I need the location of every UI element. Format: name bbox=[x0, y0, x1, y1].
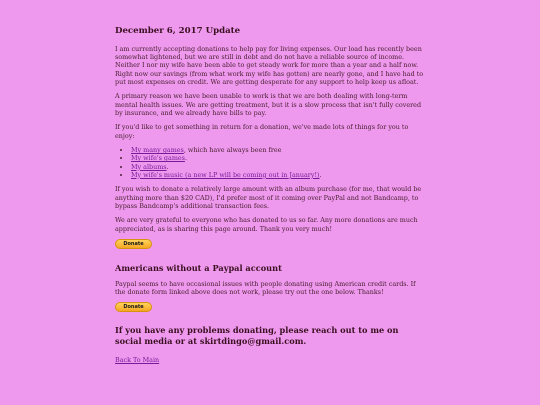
list-item-text: . bbox=[319, 170, 322, 179]
back-to-main-link[interactable]: Back To Main bbox=[115, 356, 160, 365]
paypal-donate-button[interactable]: Donate bbox=[115, 239, 152, 249]
list-item bbox=[131, 171, 425, 179]
paypal-preference-paragraph: If you wish to donate a relatively large amount with an album purchase (for me, that would be anything more than $20 CAD), I'd prefer most of it coming over PayPal and not Bandcamp, to bypass Bandcamp's additional transaction fees. bbox=[115, 185, 422, 210]
donate-button-wrapper bbox=[115, 239, 425, 249]
problems-heading: If you have any problems donating, please reach out to me on social media or at skirtdingo@gmail.com. bbox=[115, 325, 399, 346]
update-title: December 6, 2017 Update bbox=[115, 26, 241, 36]
americans-paragraph: Paypal seems to have occasional issues with people donating using American credit cards. If the donate form linked above does not work, please try out the one below. Thanks! bbox=[115, 279, 416, 296]
thanks-paragraph: We are very grateful to everyone who has donated to us so far. Any more donations are much appreciated, as is sharing this page around. Thank you very much! bbox=[115, 216, 418, 233]
list-item-text: , which have always been free bbox=[183, 146, 282, 155]
rewards-list bbox=[115, 146, 425, 179]
wife-music-link[interactable]: My wife's music (a new LP will be coming out in January!) bbox=[131, 170, 320, 179]
page-content bbox=[115, 26, 425, 364]
wife-games-link[interactable]: My wife's games bbox=[131, 154, 185, 163]
list-item bbox=[131, 154, 425, 162]
list-item-text: . bbox=[184, 154, 187, 163]
alternate-donate-button[interactable]: Donate bbox=[115, 302, 152, 312]
list-item bbox=[131, 146, 425, 154]
my-albums-link[interactable]: My albums bbox=[131, 162, 167, 171]
mental-health-paragraph: A primary reason we have been unable to work is that we are both dealing with long-term mental health issues. We are getting treatment, but it is a slow process that isn't fully covered by insurance, and we already have bills to pay. bbox=[115, 92, 422, 117]
donate-button-wrapper-2 bbox=[115, 302, 425, 312]
rewards-intro-paragraph: If you'd like to get something in return for a donation, we've made lots of things for you to enjoy: bbox=[115, 123, 409, 140]
back-link-wrapper bbox=[115, 356, 425, 364]
americans-title: Americans without a Paypal account bbox=[115, 263, 282, 274]
list-item bbox=[131, 163, 425, 171]
my-games-link[interactable]: My many games bbox=[131, 146, 184, 155]
list-item-text: . bbox=[166, 162, 169, 171]
intro-paragraph: I am currently accepting donations to help pay for living expenses. Our load has recently been somewhat lightened, but we are still in debt and do not have a reliable source of income. Neither I nor my wife have been able to get steady work for more than a year and a half now. Right now our savings (from what work my wife has gotten) are nearly gone, and I have had to put most expenses on credit. We are getting desperate for any support to help keep us afloat. bbox=[115, 45, 424, 86]
